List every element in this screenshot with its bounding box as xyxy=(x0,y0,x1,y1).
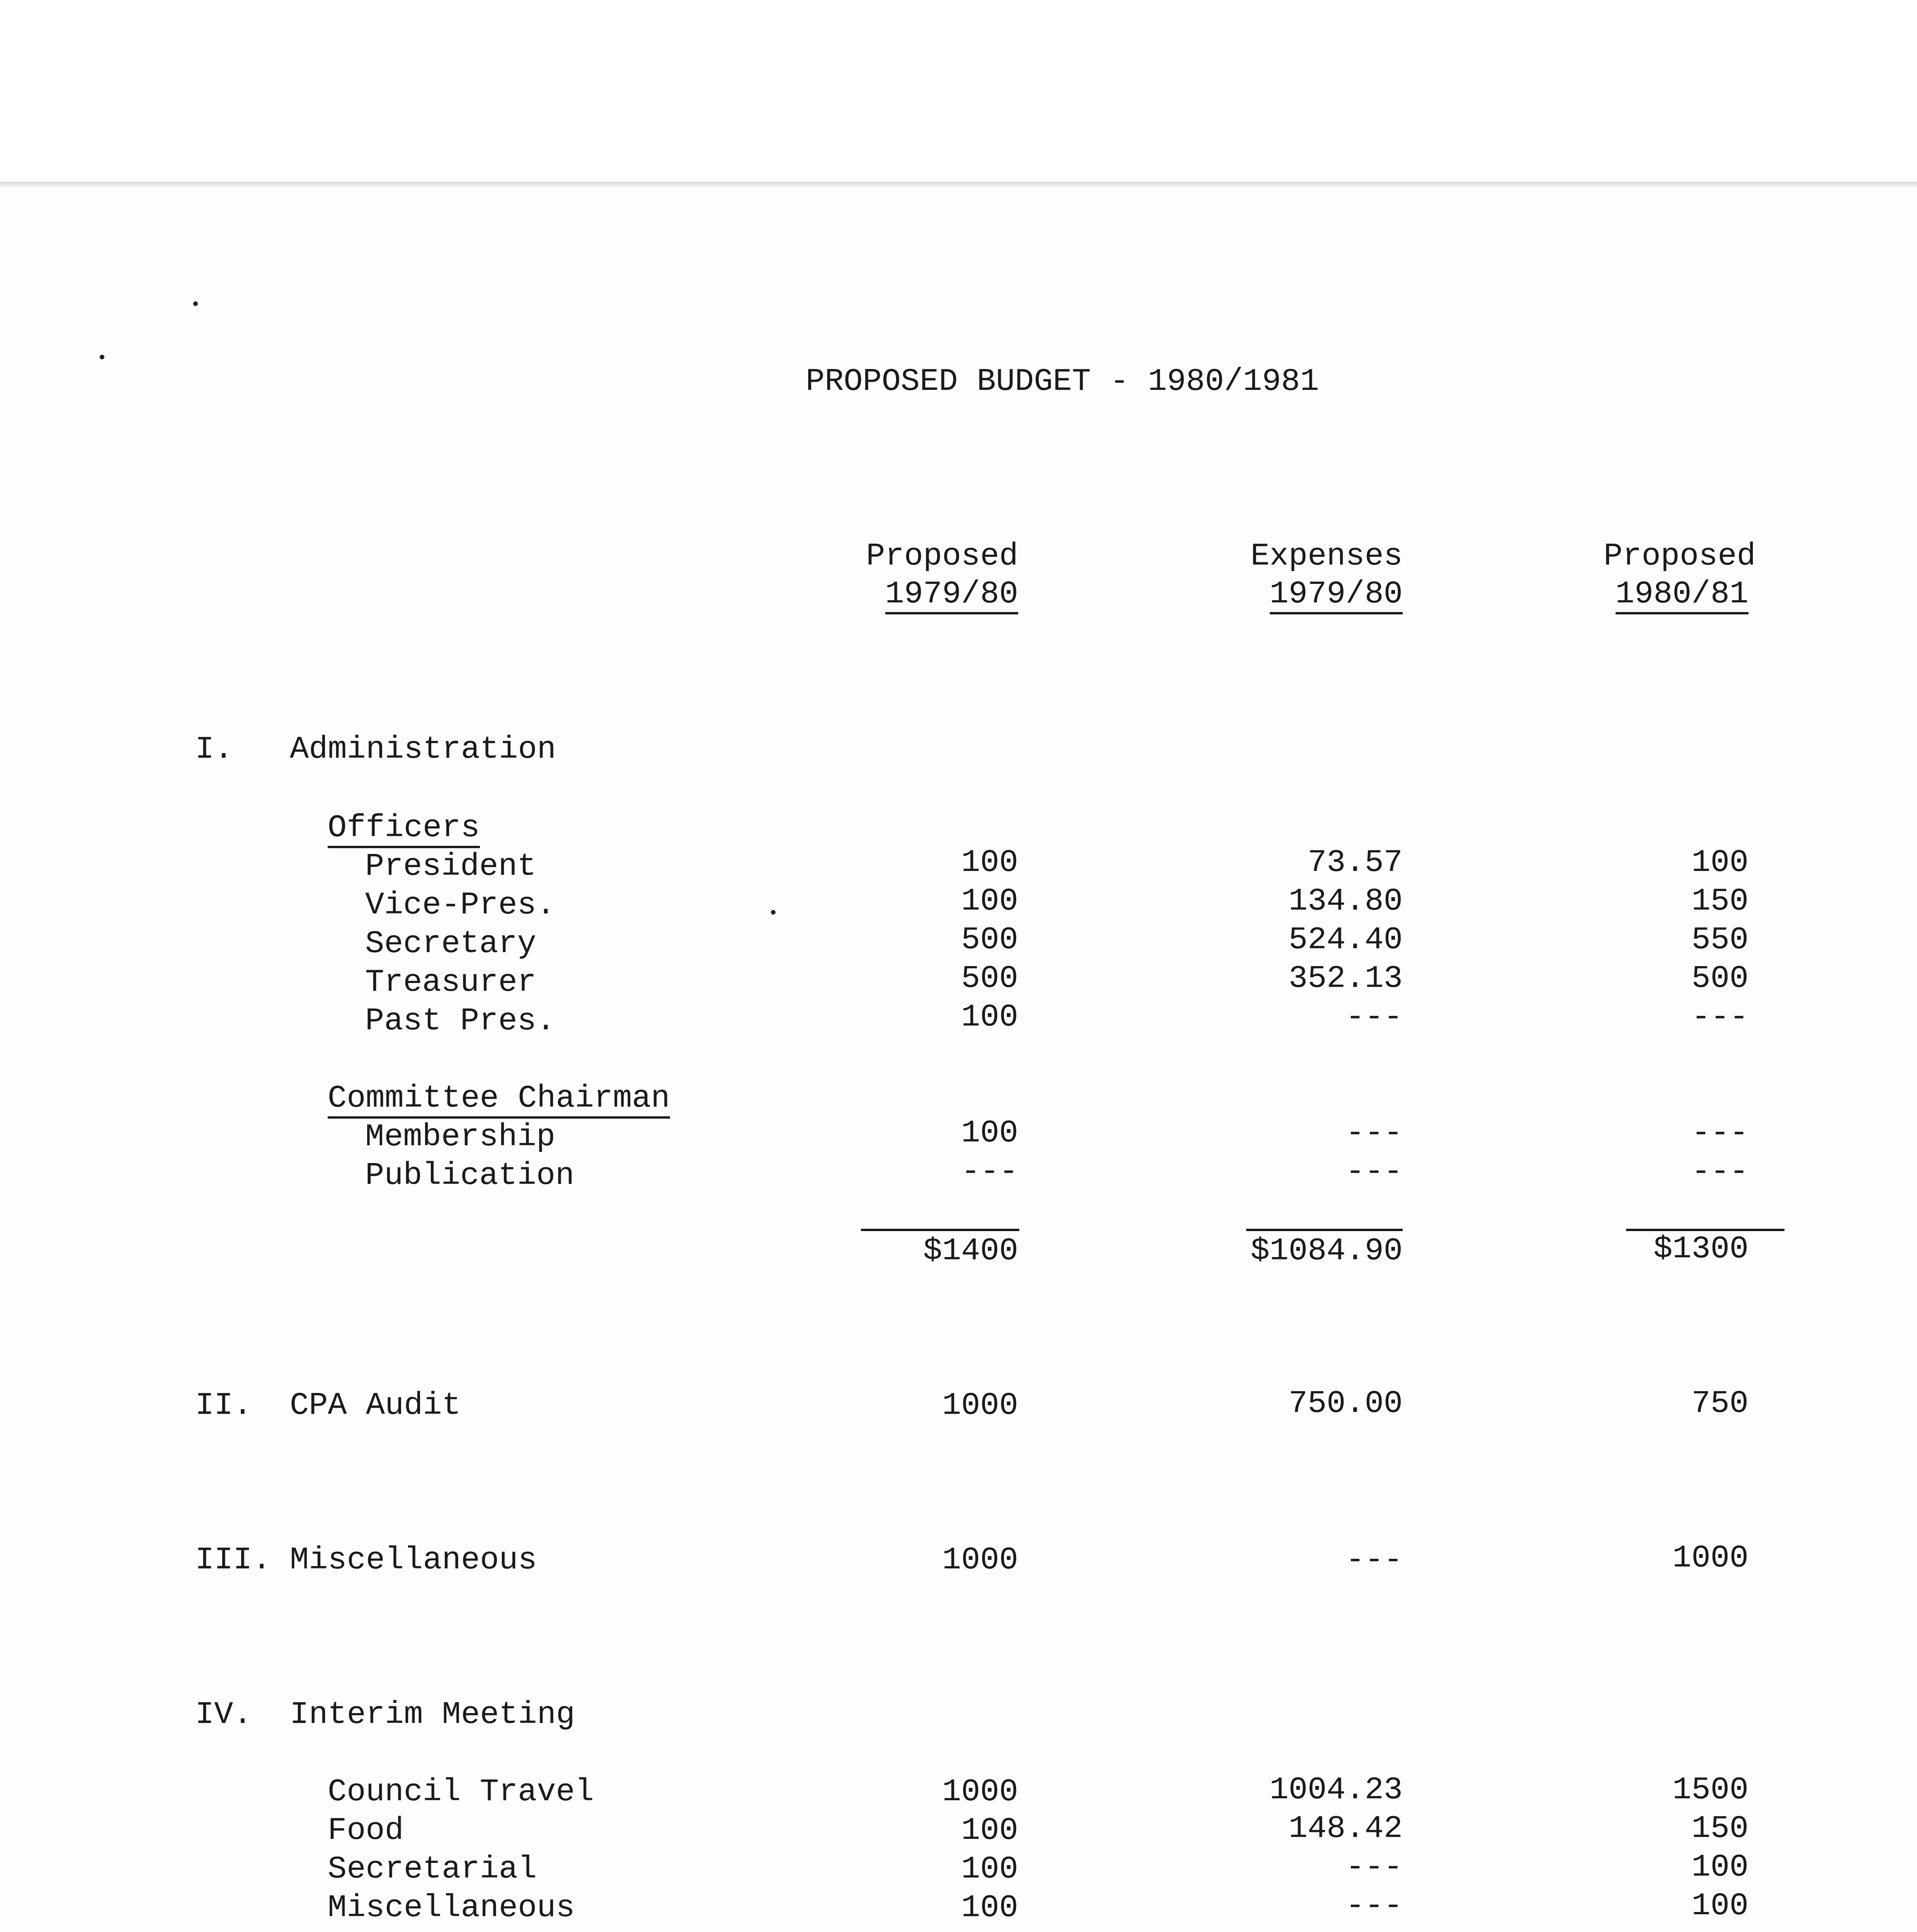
value-cell: --- xyxy=(1345,1115,1403,1151)
value-cell: 134.80 xyxy=(1288,883,1403,919)
scan-edge xyxy=(0,182,1917,187)
total-cell: $1400 xyxy=(923,1233,1018,1269)
value-cell: --- xyxy=(1345,1888,1403,1924)
value-cell: 150 xyxy=(1691,883,1749,919)
value-cell: 150 xyxy=(1691,1811,1749,1847)
col2-header-line2 xyxy=(1237,576,1403,613)
total-cell: $1300 xyxy=(1653,1231,1749,1267)
value-cell: --- xyxy=(1345,999,1403,1035)
col1-header-line2 xyxy=(850,576,1018,613)
value-cell: --- xyxy=(961,1154,1018,1190)
value-cell: 500 xyxy=(1691,961,1749,997)
value-cell: 100 xyxy=(961,1851,1018,1887)
value-cell: --- xyxy=(1345,1154,1403,1190)
value-cell: 1000 xyxy=(942,1388,1018,1423)
col2-header-line1: Expenses xyxy=(1250,538,1403,574)
section-numeral: IV. xyxy=(195,1697,252,1733)
value-cell: 100 xyxy=(1691,1849,1749,1885)
row-label: Vice-Pres. xyxy=(365,887,556,923)
scan-speck xyxy=(771,910,776,915)
value-cell: 1000 xyxy=(1672,1540,1749,1576)
row-label: Past Pres. xyxy=(365,1003,556,1039)
value-cell: 100 xyxy=(961,1890,1018,1926)
row-label: Miscellaneous xyxy=(328,1890,575,1926)
scan-speck xyxy=(193,301,198,306)
value-cell: 100 xyxy=(961,1115,1018,1151)
col1-header-line1: Proposed xyxy=(866,538,1018,574)
value-cell: 550 xyxy=(1691,922,1749,958)
row-label: Food xyxy=(328,1813,404,1849)
section-numeral: I. xyxy=(195,731,233,767)
section-numeral: III. xyxy=(195,1542,271,1578)
value-cell: 100 xyxy=(961,883,1018,919)
officers-heading: Officers xyxy=(328,810,480,848)
value-cell: --- xyxy=(1691,1115,1749,1151)
section-label: CPA Audit xyxy=(290,1388,461,1423)
col2-header-year: 1979/80 xyxy=(1270,576,1403,614)
col3-header-year: 1980/81 xyxy=(1616,576,1749,614)
value-cell: 100 xyxy=(961,1813,1018,1849)
value-cell: 750 xyxy=(1691,1386,1749,1422)
subsection-heading xyxy=(328,1080,670,1117)
row-label: Membership xyxy=(365,1119,556,1155)
value-cell: 1000 xyxy=(942,1542,1018,1578)
value-cell: 100 xyxy=(1691,845,1749,881)
value-cell: 100 xyxy=(961,845,1018,881)
col1-header-year: 1979/80 xyxy=(885,576,1018,614)
value-cell: 100 xyxy=(1691,1888,1749,1924)
value-cell: 1500 xyxy=(1672,1772,1749,1808)
row-label: Publication xyxy=(365,1158,575,1194)
value-cell: 1004.23 xyxy=(1269,1772,1403,1808)
row-label: Secretarial xyxy=(328,1851,537,1887)
scan-margin xyxy=(0,0,1917,182)
scan-speck xyxy=(100,355,104,359)
section-label: Miscellaneous xyxy=(290,1542,537,1578)
value-cell: 750.00 xyxy=(1288,1386,1403,1422)
value-cell: 148.42 xyxy=(1288,1811,1403,1847)
value-cell: 352.13 xyxy=(1288,961,1403,997)
value-cell: --- xyxy=(1345,1542,1403,1578)
row-label: Secretary xyxy=(365,926,536,962)
value-cell: 1000 xyxy=(942,1774,1018,1810)
value-cell: 524.40 xyxy=(1288,922,1403,958)
row-label: Treasurer xyxy=(365,964,536,1000)
section-label: Administration xyxy=(290,731,556,767)
col3-header-line1: Proposed xyxy=(1604,538,1756,574)
value-cell: 73.57 xyxy=(1307,845,1403,881)
value-cell: --- xyxy=(1345,1849,1403,1885)
value-cell: --- xyxy=(1691,999,1749,1035)
value-cell: 100 xyxy=(961,999,1018,1035)
section-numeral: II. xyxy=(195,1388,252,1423)
page-title: PROPOSED BUDGET - 1980/1981 xyxy=(806,364,1319,400)
value-cell: --- xyxy=(1691,1154,1749,1190)
value-cell: 500 xyxy=(961,961,1018,997)
row-label: Council Travel xyxy=(328,1774,594,1810)
total-rule xyxy=(1246,1229,1403,1231)
row-label: President xyxy=(365,849,536,884)
value-cell: 500 xyxy=(961,922,1018,958)
section-label: Interim Meeting xyxy=(290,1697,575,1733)
subsection-heading xyxy=(328,810,480,847)
total-cell: $1084.90 xyxy=(1250,1233,1403,1269)
committee-heading: Committee Chairman xyxy=(328,1080,670,1119)
total-rule xyxy=(861,1229,1019,1231)
col3-header-line2 xyxy=(1604,576,1749,613)
